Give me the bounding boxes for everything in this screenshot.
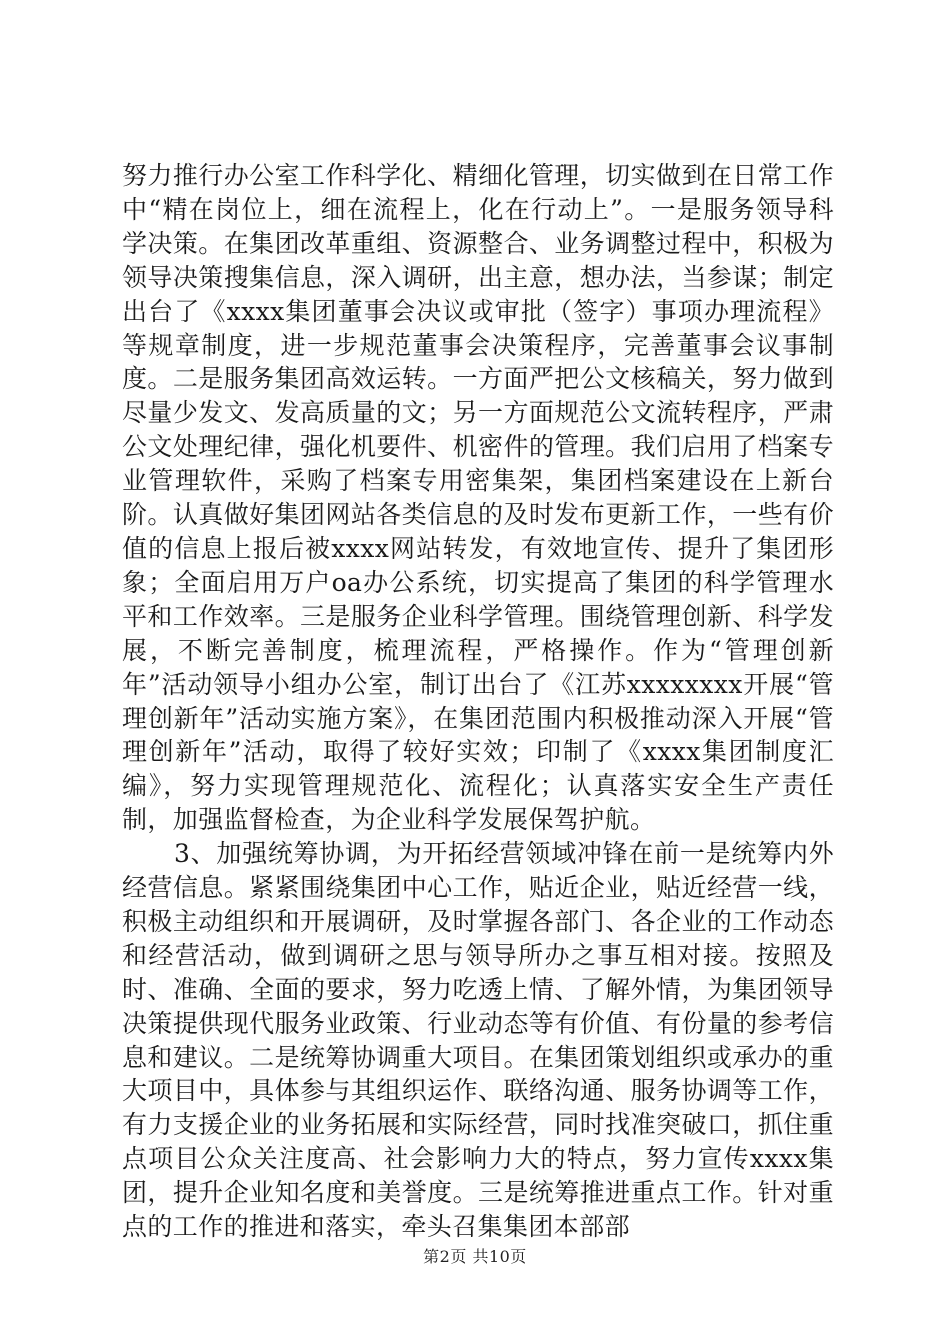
document-body — [122, 159, 834, 1244]
page-number-footer: 第2页 共10页 — [423, 1247, 527, 1266]
paragraph-1: 努力推行办公室工作科学化、精细化管理，切实做到在日常工作中“精在岗位上，细在流程上，化在行动上”。一是服务领导科学决策。在集团改革重组、资源整合、业务调整过程中，积极为领导决策搜集信息，深入调研，出主意，想办法，当参谋；制定出台了《xxxx集团董事会决议或审批（签字）事项办理流程》等规章制度，进一步规范董事会决策程序，完善董事会议事制度。二是服务集团高效运转。一方面严把公文核稿关，努力做到尽量少发文、发高质量的文；另一方面规范公文流转程序，严肃公文处理纪律，强化机要件、机密件的管理。我们启用了档案专业管理软件，采购了档案专用密集架，集团档案建设在上新台阶。认真做好集团网站各类信息的及时发布更新工作，一些有价值的信息上报后被xxxx网站转发，有效地宣传、提升了集团形象；全面启用万户oa办公系统，切实提高了集团的科学管理水平和工作效率。三是服务企业科学管理。围绕管理创新、科学发展，不断完善制度，梳理流程，严格操作。作为“管理创新年”活动领导小组办公室，制订出台了《江苏xxxxxxxx开展“管理创新年”活动实施方案》，在集团范围内积极推动深入开展“管理创新年”活动，取得了较好实效；印制了《xxxx集团制度汇编》，努力实现管理规范化、流程化；认真落实安全生产责任制，加强监督检查，为企业科学发展保驾护航。 — [122, 161, 834, 835]
paragraph-2: 3、加强统筹协调，为开拓经营领域冲锋在前一是统筹内外经营信息。紧紧围绕集团中心工作，贴近企业，贴近经营一线，积极主动组织和开展调研，及时掌握各部门、各企业的工作动态和经营活动，做到调研之思与领导所办之事互相对接。按照及时、准确、全面的要求，努力吃透上情、了解外情，为集团领导决策提供现代服务业政策、行业动态等有价值、有份量的参考信息和建议。二是统筹协调重大项目。在集团策划组织或承办的重大项目中，具体参与其组织运作、联络沟通、服务协调等工作，有力支援企业的业务拓展和实际经营，同时找准突破口，抓住重点项目公众关注度高、社会影响力大的特点，努力宣传xxxx集团，提升企业知名度和美誉度。三是统筹推进重点工作。针对重点的工作的推进和落实，牵头召集集团本部部 — [122, 839, 834, 1242]
